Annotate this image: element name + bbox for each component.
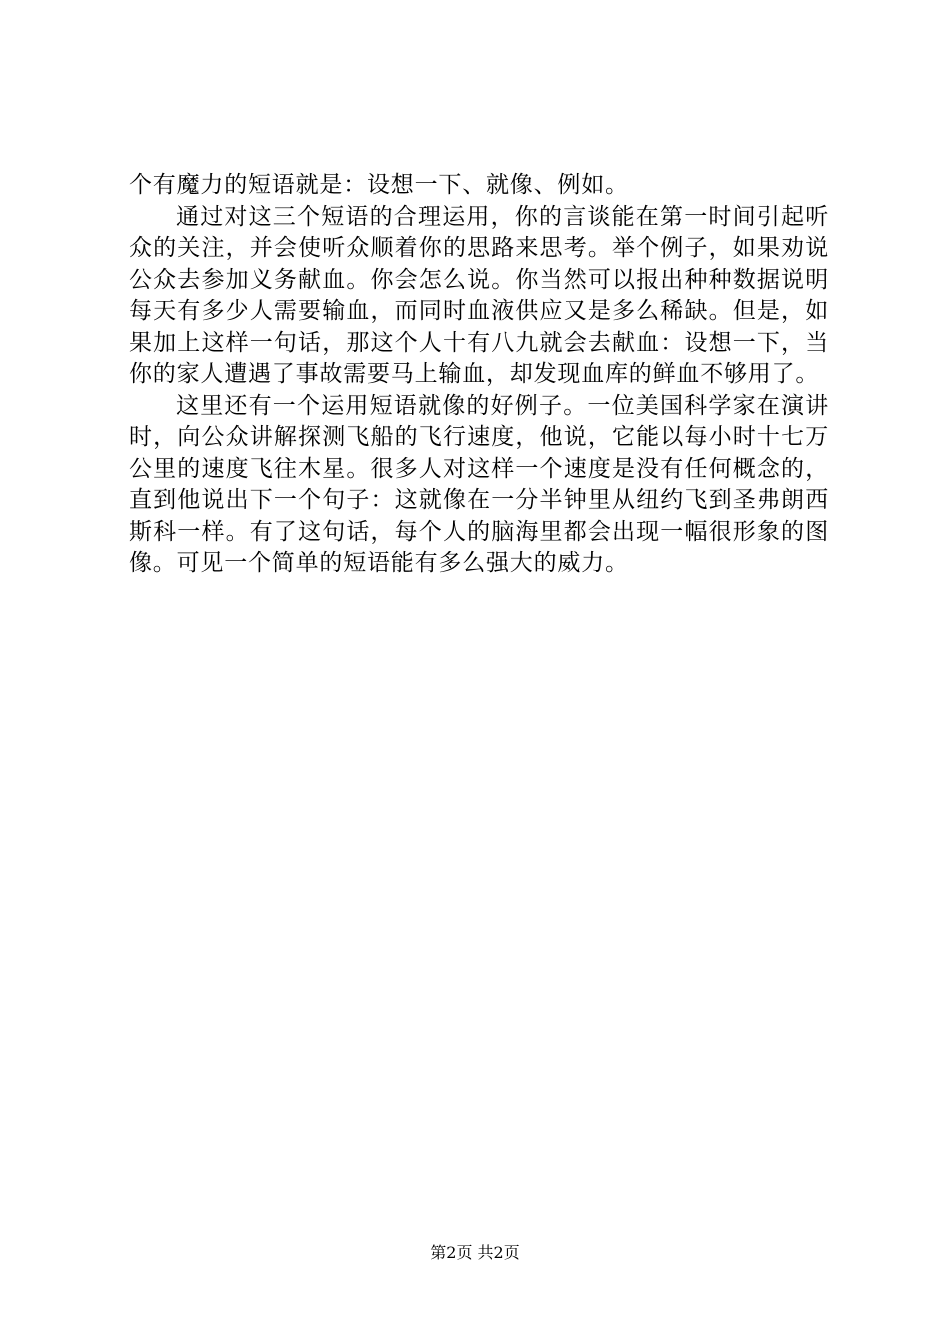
page-number-footer: 第2页 共2页 <box>430 1243 520 1262</box>
paragraph-continuation: 个有魔力的短语就是：设想一下、就像、例如。 <box>129 172 629 198</box>
paragraph-scientist-example: 这里还有一个运用短语就像的好例子。一位美国科学家在演讲时，向公众讲解探测飞船的飞行速度，他说，它能以每小时十七万公里的速度飞往木星。很多人对这样一个速度是没有任何概念的，直到他说出下一个句子：这就像在一分半钟里从纽约飞到圣弗朗西斯科一样。有了这句话，每个人的脑海里都会出现一幅很形象的图像。可见一个简单的短语能有多么强大的威力。 <box>129 392 829 576</box>
paragraph-blood-donation-example: 通过对这三个短语的合理运用，你的言谈能在第一时间引起听众的关注，并会使听众顺着你的思路来思考。举个例子，如果劝说公众去参加义务献血。你会怎么说。你当然可以报出种种数据说明每天有多少人需要输血，而同时血液供应又是多么稀缺。但是，如果加上这样一句话，那这个人十有八九就会去献血：设想一下，当你的家人遭遇了事故需要马上输血，却发现血库的鲜血不够用了。 <box>129 203 829 387</box>
document-body <box>129 170 829 580</box>
